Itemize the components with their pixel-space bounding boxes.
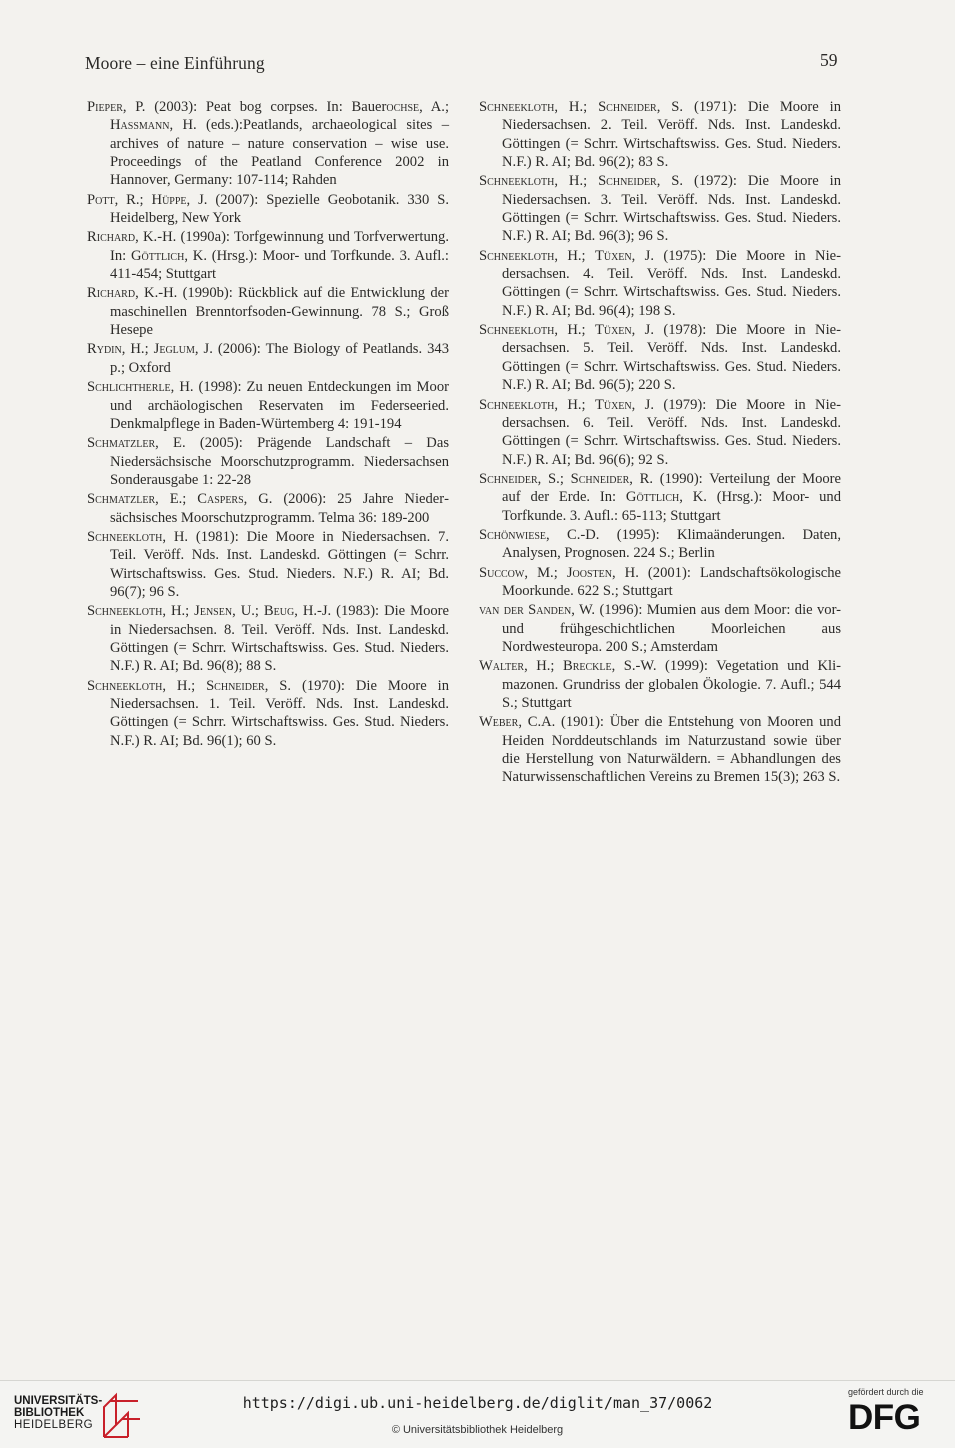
reference-entry	[87, 677, 449, 750]
reference-text: , J. (1979): Die Moore in Niedersachsen. 6. Teil. Veröff. Nds. Inst. Landeskd. Göttingen (= Schrr. Wirtschaftswiss. Ges. Stud. Nieders. N.F.) R. AI; Bd. 96(6); 92 S.	[502, 396, 842, 468]
permalink-url[interactable]: https://digi.ub.uni-heidelberg.de/diglit/man_37/0062	[242, 1394, 713, 1412]
copyright-notice: © Universitätsbibliothek Heidelberg	[391, 1424, 564, 1436]
reference-text: , S.;	[537, 470, 571, 487]
reference-entry	[479, 98, 841, 171]
library-name-line: UNIVERSITÄTS-	[14, 1395, 103, 1407]
library-name-line: BIBLIOTHEK	[14, 1407, 85, 1419]
reference-text: , H.;	[554, 173, 599, 190]
reference-text: , W. (1996): Mumien aus dem Moor: die vor- und frühgeschichtlichen Moorleichen aus Nordwesteuropa. 200 S.; Amsterdam	[502, 602, 841, 655]
reference-text: , H.;	[554, 396, 595, 413]
reference-entry	[87, 98, 449, 190]
reference-text: , U.;	[232, 603, 264, 620]
reference-text: , H.;	[554, 322, 595, 339]
author-name: Rydin	[87, 341, 122, 358]
author-name: Caspers	[197, 491, 244, 508]
author-name: Hüppe	[151, 191, 187, 208]
bibliography-left-column	[87, 98, 449, 751]
reference-text: , H. (2001): Landschaftsökologische Moorkunde. 622 S.; Stuttgart	[502, 564, 842, 599]
reference-text: , H.;	[121, 341, 154, 358]
reference-entry	[479, 396, 841, 469]
reference-text: , J. (2007): Spezielle Geobotanik. 330 S. Heidelberg, New York	[110, 191, 449, 227]
reference-text: , J. (1975): Die Moore in Niedersachsen. 4. Teil. Veröff. Nds. Inst. Landeskd. Göttingen (= Schrr. Wirtschaftswiss. Ges. Stud. Nieders. N.F.) R. AI; Bd. 96(4); 198 S.	[502, 247, 842, 319]
reference-entry	[87, 284, 449, 339]
author-name: Schneider	[598, 99, 657, 115]
reference-entry	[87, 340, 449, 377]
reference-entry	[87, 434, 449, 489]
author-name: Beug	[263, 603, 295, 620]
author-name: Schneekloth	[87, 677, 163, 694]
dfg-logo-text: DFG	[848, 1398, 921, 1437]
reference-text: , H.;	[554, 99, 599, 115]
reference-entry	[479, 321, 841, 394]
page-number: 59	[820, 50, 838, 70]
running-title: Moore – eine Einführung	[85, 53, 265, 73]
reference-text: , J. (2006): The Biology of Peatlands. 343 p.; Oxford	[110, 341, 450, 376]
author-name: Tüxen	[594, 396, 632, 413]
author-name: Schneider	[570, 470, 630, 487]
reference-text: , K. (Hrsg.): Moor- und Torfkunde. 3. Aufl.: 65-113; Stuttgart	[502, 489, 841, 524]
author-name: Jensen	[194, 603, 233, 620]
reference-text: , H.-J. (1983): Die Moore in Niedersachsen. 8. Teil. Veröff. Nds. Inst. Landeskd. Göttingen (= Schrr. Wirtschaftswiss. Ges. Stud. Nieders. N.F.) R. AI; Bd. 96(8); 88 S.	[110, 603, 450, 675]
reference-text: , K. (Hrsg.): Moor- und Torfkunde. 3. Aufl.: 411-454; Stuttgart	[110, 247, 449, 283]
author-name: Hassmann	[110, 117, 170, 134]
reference-entry	[479, 470, 841, 525]
reference-text: , C.-D. (1995): Klimaänderungen. Daten, Analysen, Prognosen. 224 S.; Berlin	[502, 526, 841, 562]
reference-entry	[479, 564, 841, 601]
author-name: Schmatzler	[87, 435, 156, 452]
author-name: Walter	[479, 658, 525, 675]
reference-entry	[479, 172, 841, 245]
reference-entry	[479, 247, 841, 320]
reference-text: , H.;	[524, 658, 563, 675]
author-name: Tüxen	[594, 322, 632, 339]
author-name: Schneider	[479, 470, 538, 487]
reference-entry	[479, 657, 841, 712]
reference-text: , S. (1971): Die Moore in Niedersachsen. 2. Teil. Veröff. Nds. Inst. Landeskd. Göttingen (= Schrr. Wirtschaftswiss. Ges. Stud. Nieders. N.F.) R. AI; Bd. 96(2); 83 S.	[502, 99, 841, 171]
author-name: Göttlich	[131, 247, 185, 264]
funder-caption: gefördert durch die	[848, 1387, 924, 1397]
author-name: Göttlich	[625, 489, 680, 506]
author-name: Joosten	[566, 564, 612, 581]
reference-entry	[87, 191, 449, 228]
author-name: Schlichtherle	[87, 379, 171, 396]
author-name: Schönwiese	[479, 526, 546, 543]
reference-text: , E.;	[155, 491, 198, 508]
author-name: van der Sanden	[479, 602, 572, 619]
reference-text: , S.-W. (1999): Vegetation und Klimazonen. Grundriss der globalen Ökologie. 7. Aufl.; 544 S.; Stuttgart	[502, 658, 842, 711]
author-name: Tüxen	[594, 247, 632, 264]
author-name: Schneider	[598, 173, 657, 190]
author-name: Schmatzler	[87, 491, 156, 508]
viewer-footer	[0, 1380, 955, 1448]
reference-text: , E. (2005): Prägende Landschaft – Das Niedersächsische Moorschutzprogramm. Niedersachsen Sonderausgabe 1: 22-28	[110, 435, 449, 488]
author-name: Succow	[479, 564, 525, 581]
reference-text: , A.;	[419, 99, 450, 115]
reference-entry	[479, 601, 841, 656]
reference-entry	[87, 378, 449, 433]
reference-entry	[479, 713, 841, 786]
reference-entry	[87, 228, 449, 283]
bibliography-right-column	[479, 98, 841, 788]
author-name: Schneekloth	[479, 99, 555, 115]
reference-text: , S. (1972): Die Moore in Niedersachsen. 3. Teil. Veröff. Nds. Inst. Landeskd. Göttingen (= Schrr. Wirtschaftswiss. Ges. Stud. Nieders. N.F.) R. AI; Bd. 96(3); 96 S.	[502, 173, 841, 245]
author-name: Schneekloth	[479, 322, 555, 339]
reference-text: , H. (eds.):Peatlands, archaeological sites – archives of nature – nature conservation – wise use. Proceedings of the Peatland Conference 2002 in Hannover, Germany: 107-114; Rahden	[110, 117, 449, 189]
author-name: Schneekloth	[479, 396, 555, 413]
reference-text: , H. (1981): Die Moore in Niedersachsen. 7. Teil. Veröff. Nds. Inst. Landeskd. Göttingen (= Schrr. Wirtschaftswiss. Ges. Stud. Nieders. N.F.) R. AI; Bd. 96(7); 96 S.	[110, 528, 449, 600]
dfg-funder-logo[interactable]	[838, 1385, 943, 1443]
author-name: Richard	[87, 285, 136, 302]
reference-text: , H.;	[162, 603, 195, 620]
reference-text: , K.-H. (1990b): Rückblick auf die Entwicklung der maschinellen Brenntorfsoden-Gewinnung. 78 S.; Groß Hesepe	[110, 285, 449, 339]
author-name: Schneekloth	[479, 173, 555, 190]
reference-text: , R.;	[114, 191, 152, 208]
reference-entry	[87, 602, 449, 675]
author-name: Pott	[87, 191, 115, 208]
author-name: Jeglum	[153, 341, 195, 358]
reference-text: , P. (2003): Peat bog corpses. In: Bauer	[122, 99, 387, 115]
reference-text: , H.;	[554, 247, 595, 264]
reference-text: , S. (1970): Die Moore in Niedersachsen. 1. Teil. Veröff. Nds. Inst. Landeskd. Göttingen (= Schrr. Wirtschaftswiss. Ges. Stud. Nieders. N.F.) R. AI; Bd. 96(1); 60 S.	[110, 677, 449, 749]
author-name: Weber	[479, 714, 519, 731]
author-name: Pieper	[87, 99, 123, 115]
author-name: ochse	[386, 99, 420, 115]
library-name-line: HEIDELBERG	[14, 1419, 94, 1431]
reference-text: , M.;	[524, 564, 567, 581]
reference-text: , R. (1990): Verteilung der Moore auf der Erde. In:	[502, 470, 841, 506]
reference-text: , J. (1978): Die Moore in Niedersachsen. 5. Teil. Veröff. Nds. Inst. Landeskd. Göttingen (= Schrr. Wirtschaftswiss. Ges. Stud. Nieders. N.F.) R. AI; Bd. 96(5); 220 S.	[502, 322, 842, 394]
reference-text: , C.A. (1901): Über die Entstehung von Mooren und Heiden Norddeutschlands im Naturzustand sowie über die Herstellung von Naturwäldern. = Abhandlungen des Naturwissenschaftlichen Vereins zu Bremen 15(3); 263 S.	[502, 714, 841, 786]
reference-text: , G. (2006): 25 Jahre Niedersächsisches Moorschutzprogramm. Telma 36: 189-200	[110, 491, 449, 526]
reference-text: , H. (1998): Zu neuen Entdeckungen im Moor und archäologischen Reservaten im Federseeried. Denkmalpflege in Baden-Würtemberg 4: 191-194	[110, 379, 449, 432]
author-name: Schneekloth	[479, 247, 555, 264]
author-name: Schneekloth	[87, 528, 163, 545]
reference-text: , K.-H. (1990a): Torfgewinnung und Torfverwertung. In:	[110, 229, 449, 264]
reference-entry	[479, 526, 841, 563]
reference-text: , H.;	[162, 677, 207, 694]
reference-entry	[87, 490, 449, 527]
author-name: Breckle	[562, 658, 612, 675]
author-name: Schneekloth	[87, 603, 163, 620]
reference-entry	[87, 528, 449, 601]
author-name: Richard	[87, 229, 136, 246]
author-name: Schneider	[206, 677, 265, 694]
